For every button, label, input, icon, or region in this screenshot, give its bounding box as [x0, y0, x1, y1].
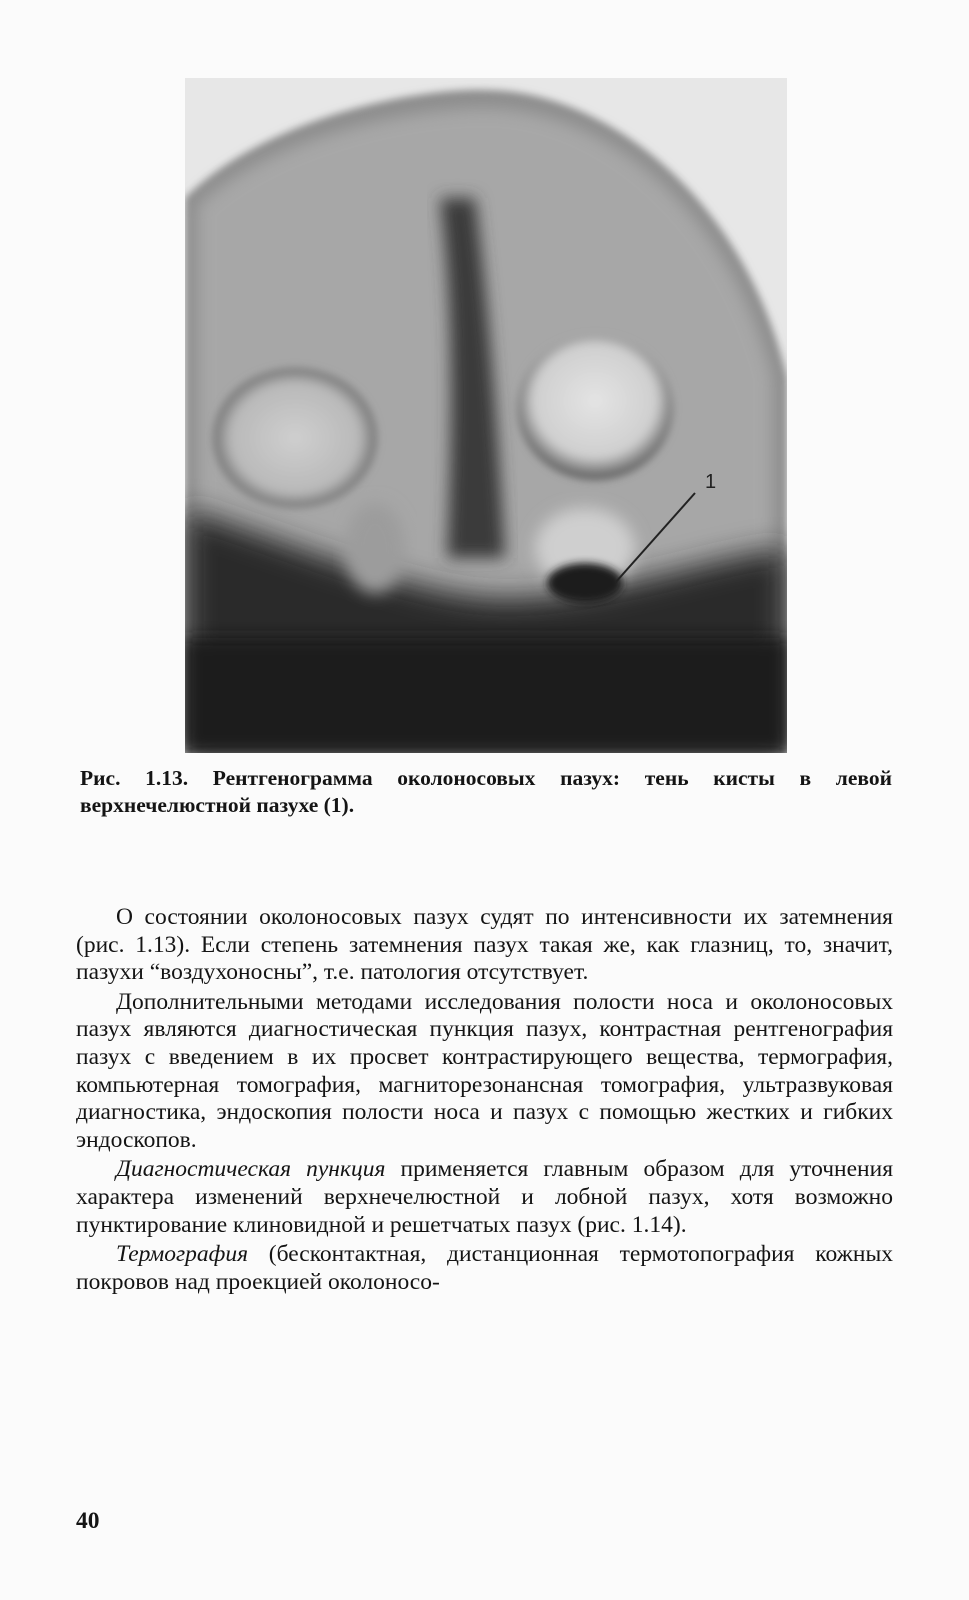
- term-thermography: Термография: [116, 1241, 249, 1268]
- figure-caption-label: Рис. 1.13.: [80, 766, 189, 790]
- paragraph-3-text: применяется главным образом для уточнения характера изменений верхнечелюстной и лобной пазух, хотя возможно пунктирование клиновидной и решетчатых пазух (рис. 1.14).: [76, 1156, 893, 1238]
- paragraph-3: [76, 1156, 893, 1239]
- term-diagnostic-puncture: Диагностическая пункция: [116, 1156, 386, 1183]
- body-text: [76, 904, 893, 1298]
- paragraph-4: [76, 1241, 893, 1296]
- figure-caption: [80, 765, 892, 819]
- paragraph-4-text: (бесконтактная, дистанционная термотопография кожных покровов над проекцией околоносо-: [76, 1241, 893, 1295]
- xray-figure: [185, 78, 787, 753]
- cyst-marker-label: 1: [705, 471, 717, 493]
- page-number: 40: [76, 1508, 100, 1534]
- xray-image: [185, 78, 787, 753]
- paragraph-2: Дополнительными методами исследования полости носа и околоносовых пазух являются диагностическая пункция пазух, контрастная рентгенография пазух с введением в их просвет контрастирующего вещества, термография, компьютерная томография, магниторезонансная томография, ультразвуковая диагностика, эндоскопия полости носа и пазух с помощью жестких и гибких эндоскопов.: [76, 988, 893, 1153]
- figure-caption-text: Рентгенограмма околоносовых пазух: тень кисты в левой верхнечелюстной пазухе (1).: [80, 766, 892, 817]
- paragraph-1: О состоянии околоносовых пазух судят по интенсивности их затемнения (рис. 1.13). Если степень затемнения пазух такая же, как глазниц, то, значит, пазухи “воздухоносны”, т.е. патология отсутствует.: [76, 904, 893, 986]
